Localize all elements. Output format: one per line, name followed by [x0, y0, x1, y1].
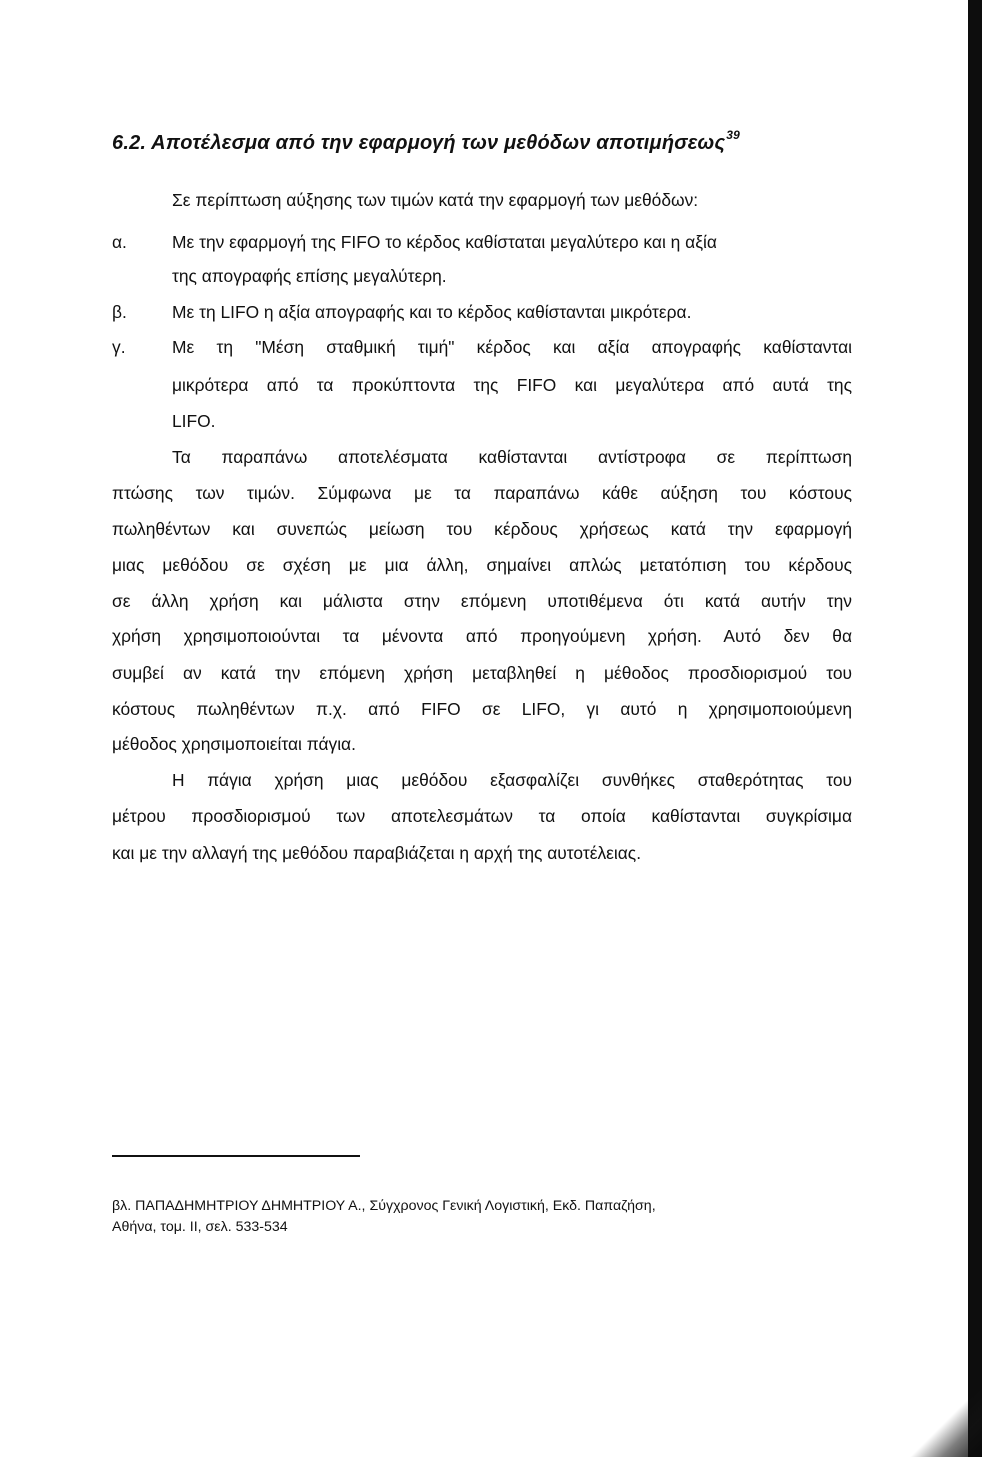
- footnote-divider: [112, 1155, 360, 1157]
- scan-corner-shadow: [902, 1377, 982, 1457]
- list-item-line: μικρότερα από τα προκύπτοντα της FIFO και μεγαλύτερα από αυτά της: [172, 375, 852, 395]
- intro-line: Σε περίπτωση αύξησης των τιμών κατά την εφαρμογή των μεθόδων:: [172, 190, 699, 210]
- list-item-line: LIFO.: [172, 411, 216, 431]
- list-item-line: της απογραφής επίσης μεγαλύτερη.: [172, 266, 447, 286]
- scan-edge-shadow: [968, 0, 982, 1457]
- paragraph-line: κόστους πωληθέντων π.χ. από FIFO σε LIFO, γι αυτό η χρησιμοποιούμενη: [112, 699, 852, 719]
- list-marker: α.: [112, 232, 127, 252]
- section-heading-text: 6.2. Αποτέλεσμα από την εφαρμογή των μεθόδων αποτιμήσεως: [112, 132, 726, 154]
- list-marker: γ.: [112, 337, 126, 357]
- paragraph-line: πτώσης των τιμών. Σύμφωνα με τα παραπάνω κάθε αύξηση του κόστους: [112, 483, 852, 503]
- footnote-reference: 39: [726, 128, 740, 142]
- list-item-line: Με τη "Μέση σταθμική τιμή" κέρδος και αξία απογραφής καθίστανται: [172, 337, 852, 357]
- paragraph-line: και με την αλλαγή της μεθόδου παραβιάζεται η αρχή της αυτοτέλειας.: [112, 843, 642, 863]
- paragraph-line: συμβεί αν κατά την επόμενη χρήση μεταβληθεί η μέθοδος προσδιορισμού του: [112, 663, 852, 683]
- footnote-line: βλ. ΠΑΠΑΔΗΜΗΤΡΙΟΥ ΔΗΜΗΤΡΙΟΥ Α., Σύγχρονος Γενική Λογιστική, Εκδ. Παπαζήση,: [112, 1198, 656, 1214]
- paragraph-line: μέτρου προσδιορισμού των αποτελεσμάτων τα οποία καθίστανται συγκρίσιμα: [112, 806, 852, 826]
- paragraph-line: χρήση χρησιμοποιούνται τα μένοντα από προηγούμενη χρήση. Αυτό δεν θα: [112, 626, 852, 646]
- paragraph-line: Τα παραπάνω αποτελέσματα καθίστανται αντίστροφα σε περίπτωση: [172, 447, 852, 467]
- paragraph-line: Η πάγια χρήση μιας μεθόδου εξασφαλίζει συνθήκες σταθερότητας του: [172, 770, 852, 790]
- paragraph-line: πωληθέντων και συνεπώς μείωση του κέρδους χρήσεως κατά την εφαρμογή: [112, 519, 852, 539]
- section-heading: [112, 128, 740, 155]
- list-item-line: Με την εφαρμογή της FIFO το κέρδος καθίσταται μεγαλύτερο και η αξία: [172, 232, 717, 252]
- list-item-line: Με τη LIFO η αξία απογραφής και το κέρδος καθίστανται μικρότερα.: [172, 302, 692, 322]
- paragraph-line: μιας μεθόδου σε σχέση με μια άλλη, σημαίνει απλώς μετατόπιση του κέρδους: [112, 555, 852, 575]
- list-marker: β.: [112, 302, 127, 322]
- paragraph-line: μέθοδος χρησιμοποιείται πάγια.: [112, 734, 356, 754]
- paragraph-line: σε άλλη χρήση και μάλιστα στην επόμενη υποτιθέμενα ότι κατά αυτήν την: [112, 591, 852, 611]
- footnote-line: Αθήνα, τομ. ΙΙ, σελ. 533-534: [112, 1219, 288, 1235]
